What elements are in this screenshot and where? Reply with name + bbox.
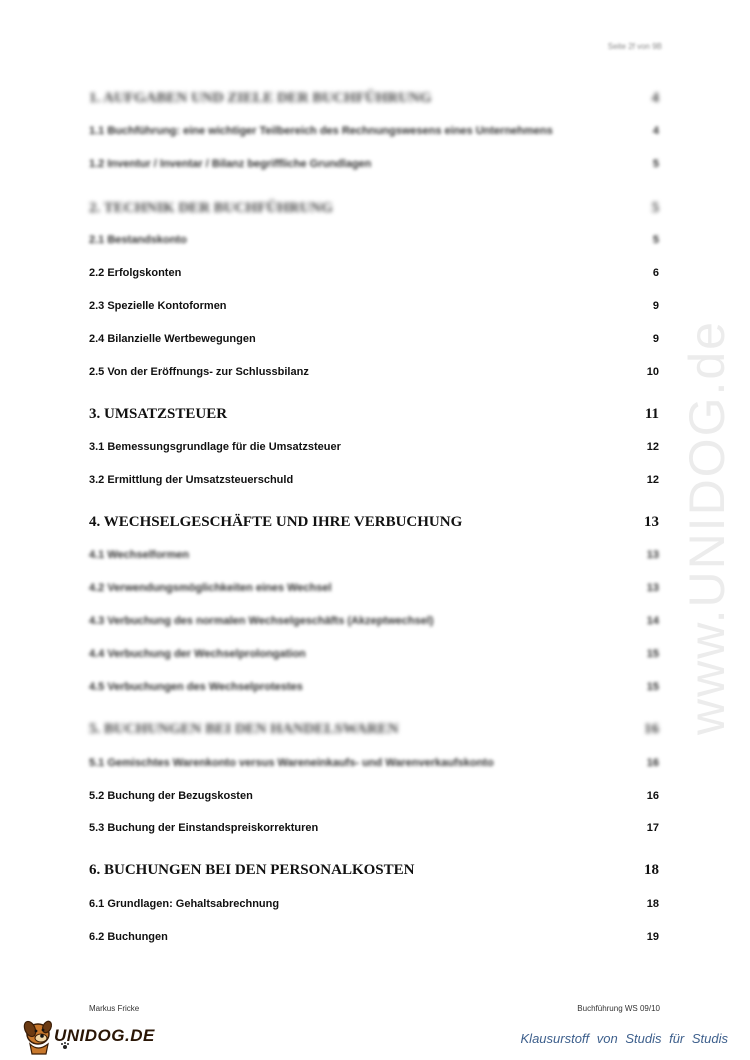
toc-section <box>89 158 659 170</box>
toc-entry-label: 4.4 Verbuchung der Wechselprolongation <box>89 648 306 660</box>
toc-entry-page: 5 <box>652 234 659 246</box>
toc-entry-label: 1.2 Inventur / Inventar / Bilanz begriffliche Grundlagen <box>89 158 372 170</box>
toc-entry-label: 4.5 Verbuchungen des Wechselprotestes <box>89 681 303 693</box>
toc-entry-page: 12 <box>646 441 659 453</box>
toc-entry-page: 14 <box>646 615 659 627</box>
toc-chapter <box>89 862 659 879</box>
toc-entry-label: 5.1 Gemischtes Warenkonto versus Wareneinkaufs- und Warenverkaufskonto <box>89 757 494 769</box>
toc-entry-page: 16 <box>646 757 659 769</box>
toc-chapter <box>89 721 659 738</box>
toc-entry-label: 4.2 Verwendungsmöglichkeiten eines Wechsel <box>89 582 332 594</box>
toc-section <box>89 582 659 594</box>
toc-entry-page: 16 <box>644 721 659 737</box>
toc-section <box>89 898 659 910</box>
toc-entry-label: 3.1 Bemessungsgrundlage für die Umsatzsteuer <box>89 441 341 453</box>
toc-entry-label: 3.2 Ermittlung der Umsatzsteuerschuld <box>89 474 294 486</box>
toc-entry-page: 13 <box>646 549 659 561</box>
toc-section <box>89 267 659 279</box>
toc-section <box>89 234 659 246</box>
toc-entry-page: 19 <box>646 931 659 943</box>
toc-entry-label: 2.1 Bestandskonto <box>89 234 187 246</box>
toc-section <box>89 790 659 802</box>
page-reference: Seite 2f von 9B <box>607 42 662 51</box>
toc-entry-label: 6.1 Grundlagen: Gehaltsabrechnung <box>89 898 280 910</box>
toc-entry-label: 4.1 Wechselformen <box>89 549 190 561</box>
toc-entry-page: 9 <box>652 300 659 312</box>
toc-section <box>89 125 659 137</box>
toc-chapter <box>89 90 659 107</box>
toc-entry-page: 13 <box>644 514 659 530</box>
footer-course: Buchführung WS 09/10 <box>577 1004 660 1013</box>
toc-entry-page: 16 <box>646 790 659 802</box>
toc-section <box>89 333 659 345</box>
toc-section <box>89 300 659 312</box>
toc-entry-label: 2.2 Erfolgskonten <box>89 267 182 279</box>
toc-entry-page: 17 <box>646 822 659 834</box>
toc-entry-page: 13 <box>646 582 659 594</box>
toc-entry-label: 1.1 Buchführung: eine wichtiger Teilbereich des Rechnungswesens eines Unternehmens <box>89 125 553 137</box>
watermark-text: www.UNIDOG.de <box>679 320 735 735</box>
footer-author: Markus Fricke <box>89 1004 140 1013</box>
toc-section <box>89 681 659 693</box>
toc-entry-page: 10 <box>646 366 659 378</box>
toc-section <box>89 648 659 660</box>
toc-section <box>89 474 659 486</box>
tagline: Klausurstoff von Studis für Studis <box>520 1031 728 1046</box>
toc-chapter <box>89 406 659 423</box>
toc-section <box>89 931 659 943</box>
toc-entry-page: 11 <box>644 406 659 422</box>
toc-entry-page: 15 <box>646 681 659 693</box>
toc-entry-label: 2.3 Spezielle Kontoformen <box>89 300 227 312</box>
toc-entry-label: 6.2 Buchungen <box>89 931 168 943</box>
toc-entry-label: 6. BUCHUNGEN BEI DEN PERSONALKOSTEN <box>89 862 415 878</box>
toc-entry-page: 15 <box>646 648 659 660</box>
toc-entry-page: 6 <box>652 267 659 279</box>
toc-entry-page: 5 <box>651 200 659 216</box>
toc-entry-label: 5.3 Buchung der Einstandspreiskorrekturen <box>89 822 319 834</box>
toc-entry-label: 2.4 Bilanzielle Wertbewegungen <box>89 333 256 345</box>
toc-entry-page: 5 <box>652 158 659 170</box>
toc-entry-label: 5. BUCHUNGEN BEI DEN HANDELSWAREN <box>89 721 399 737</box>
toc-entry-label: 4.3 Verbuchung des normalen Wechselgeschäfts (Akzeptwechsel) <box>89 615 434 627</box>
toc-entry-page: 18 <box>644 862 659 878</box>
toc-entry-label: 1. AUFGABEN UND ZIELE DER BUCHFÜHRUNG <box>89 90 432 106</box>
toc-section <box>89 441 659 453</box>
toc-section <box>89 757 659 769</box>
toc-entry-page: 4 <box>652 125 659 137</box>
toc-entry-page: 12 <box>646 474 659 486</box>
logo-text: UNIDOG.DE <box>54 1026 155 1045</box>
toc-chapter <box>89 514 659 531</box>
toc-entry-page: 18 <box>646 898 659 910</box>
toc-entry-label: 2. TECHNIK DER BUCHFÜHRUNG <box>89 200 333 216</box>
toc-entry-label: 3. UMSATZSTEUER <box>89 406 228 422</box>
toc-section <box>89 366 659 378</box>
toc-entry-label: 4. WECHSELGESCHÄFTE UND IHRE VERBUCHUNG <box>89 514 463 530</box>
toc-entry-page: 9 <box>652 333 659 345</box>
toc-section <box>89 822 659 834</box>
watermark <box>679 285 735 735</box>
toc-entry-page: 4 <box>651 90 659 106</box>
toc-section <box>89 549 659 561</box>
toc-entry-label: 2.5 Von der Eröffnungs- zur Schlussbilanz <box>89 366 309 378</box>
toc-section <box>89 615 659 627</box>
toc-entry-label: 5.2 Buchung der Bezugskosten <box>89 790 253 802</box>
toc-chapter <box>89 200 659 217</box>
